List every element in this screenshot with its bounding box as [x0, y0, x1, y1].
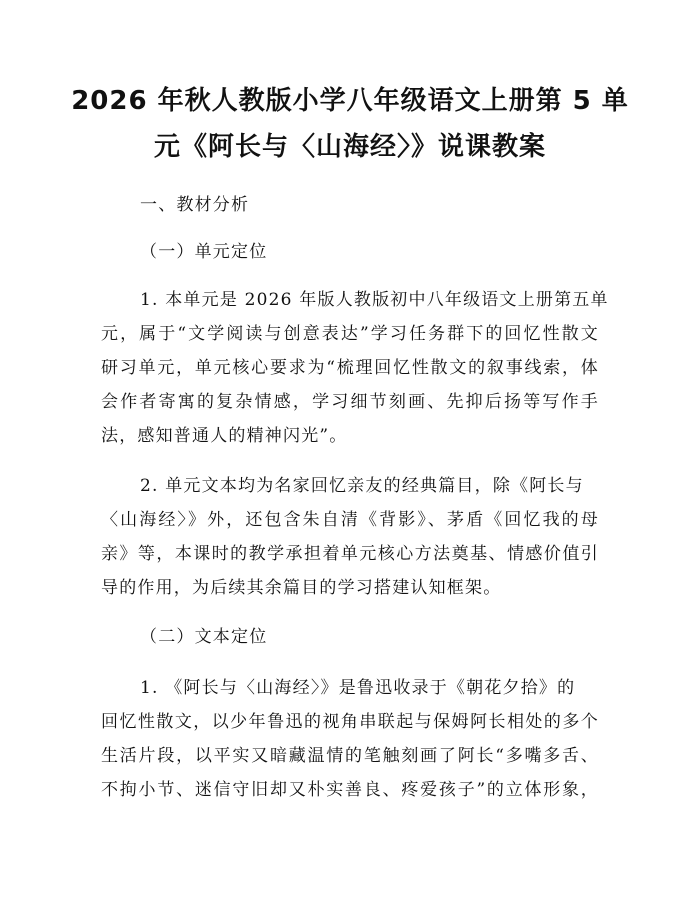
document-title-line-2: 元《阿长与〈山海经〉》说课教案 — [153, 132, 546, 162]
paragraph-line: 1. 《阿长与〈山海经〉》是鲁迅收录于《朝花夕拾》的 — [140, 678, 576, 698]
subsection-heading: （一）单元定位 — [140, 242, 268, 262]
subsection-heading: （二）文本定位 — [140, 627, 268, 647]
paragraph-line: 2. 单元文本均为名家回忆亲友的经典篇目，除《阿长与 — [140, 476, 584, 496]
paragraph-line: 会作者寄寓的复杂情感，学习细节刻画、先抑后扬等写作手 — [101, 392, 599, 412]
paragraph-line: 亲》等，本课时的教学承担着单元核心方法奠基、情感价值引 — [101, 544, 599, 564]
paragraph-line: 法，感知普通人的精神闪光”。 — [101, 426, 348, 446]
paragraph-line: 1. 本单元是 2026 年版人教版初中八年级语文上册第五单 — [140, 290, 609, 310]
section-heading: 一、教材分析 — [140, 195, 250, 215]
paragraph-line: 回忆性散文，以少年鲁迅的视角串联起与保姆阿长相处的多个 — [101, 712, 599, 732]
paragraph-line: 〈山海经〉》外，还包含朱自清《背影》、茅盾《回忆我的母 — [101, 510, 599, 530]
paragraph-line: 元，属于“文学阅读与创意表达”学习任务群下的回忆性散文 — [101, 324, 599, 344]
paragraph-line: 生活片段，以平实又暗藏温情的笔触刻画了阿长“多嘴多舌、 — [101, 746, 599, 766]
paragraph-line: 导的作用，为后续其余篇目的学习搭建认知框架。 — [101, 578, 502, 598]
paragraph-line: 研习单元，单元核心要求为“梳理回忆性散文的叙事线索，体 — [101, 358, 599, 378]
document-title-line-1: 2026 年秋人教版小学八年级语文上册第 5 单 — [71, 86, 629, 116]
paragraph-line: 不拘小节、迷信守旧却又朴实善良、疼爱孩子”的立体形象， — [101, 780, 599, 800]
